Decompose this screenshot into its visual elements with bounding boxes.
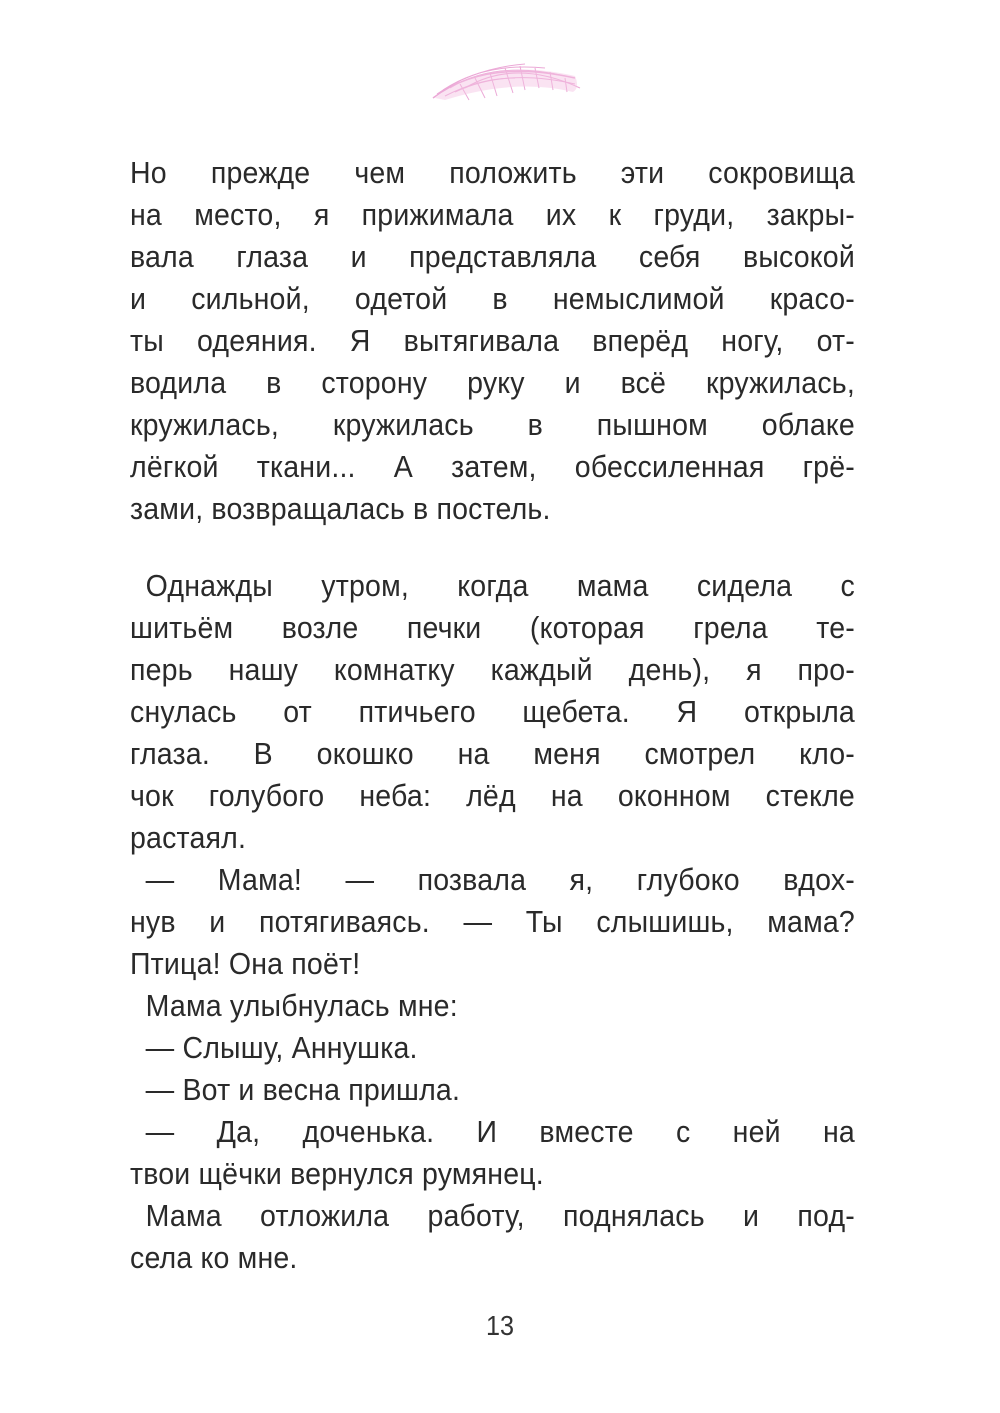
text-line: вала глаза и представляла себя высокой xyxy=(130,239,855,274)
dialogue-line: — Вот и весна пришла. xyxy=(145,1072,461,1107)
dialogue-line: — Да, доченька. И вместе с ней на xyxy=(145,1114,855,1149)
text-line: и сильной, одетой в немыслимой красо- xyxy=(130,281,855,316)
text-line: перь нашу комнатку каждый день), я про- xyxy=(130,652,855,687)
text-line: шитьём возле печки (которая грела те- xyxy=(130,610,855,645)
text-line: чок голубого неба: лёд на оконном стекле xyxy=(130,778,855,813)
text-line: кружилась, кружилась в пышном облаке xyxy=(130,407,855,442)
text-line: снулась от птичьего щебета. Я открыла xyxy=(130,694,855,729)
paragraph-2 xyxy=(130,565,855,1279)
text-line: на место, я прижимала их к груди, закры- xyxy=(130,197,855,232)
dialogue-line: — Слышу, Аннушка. xyxy=(145,1030,418,1065)
text-line: села ко мне. xyxy=(130,1240,298,1275)
text-line: Мама отложила работу, поднялась и под- xyxy=(145,1198,855,1233)
dialogue-line: — Мама! — позвала я, глубоко вдох- xyxy=(145,862,855,897)
text-line: глаза. В окошко на меня смотрел кло- xyxy=(130,736,855,771)
text-line: растаял. xyxy=(130,820,247,855)
text-line: ты одеяния. Я вытягивала вперёд ногу, от- xyxy=(130,323,855,358)
text-line: Однажды утром, когда мама сидела с xyxy=(145,568,855,603)
text-line: лёгкой ткани... А затем, обессиленная грё- xyxy=(130,449,855,484)
dialogue-line: твои щёчки вернулся румянец. xyxy=(130,1156,544,1191)
text-line: Но прежде чем положить эти сокровища xyxy=(130,155,855,190)
paragraph-1 xyxy=(130,152,855,530)
feather-illustration xyxy=(425,48,585,106)
dialogue-line: Птица! Она поёт! xyxy=(130,946,361,981)
page-number: 13 xyxy=(485,1310,515,1341)
text-line: зами, возвращалась в постель. xyxy=(130,491,551,526)
dialogue-line: нув и потягиваясь. — Ты слышишь, мама? xyxy=(130,904,855,939)
text-line: водила в сторону руку и всё кружилась, xyxy=(130,365,855,400)
text-line: Мама улыбнулась мне: xyxy=(145,988,458,1023)
